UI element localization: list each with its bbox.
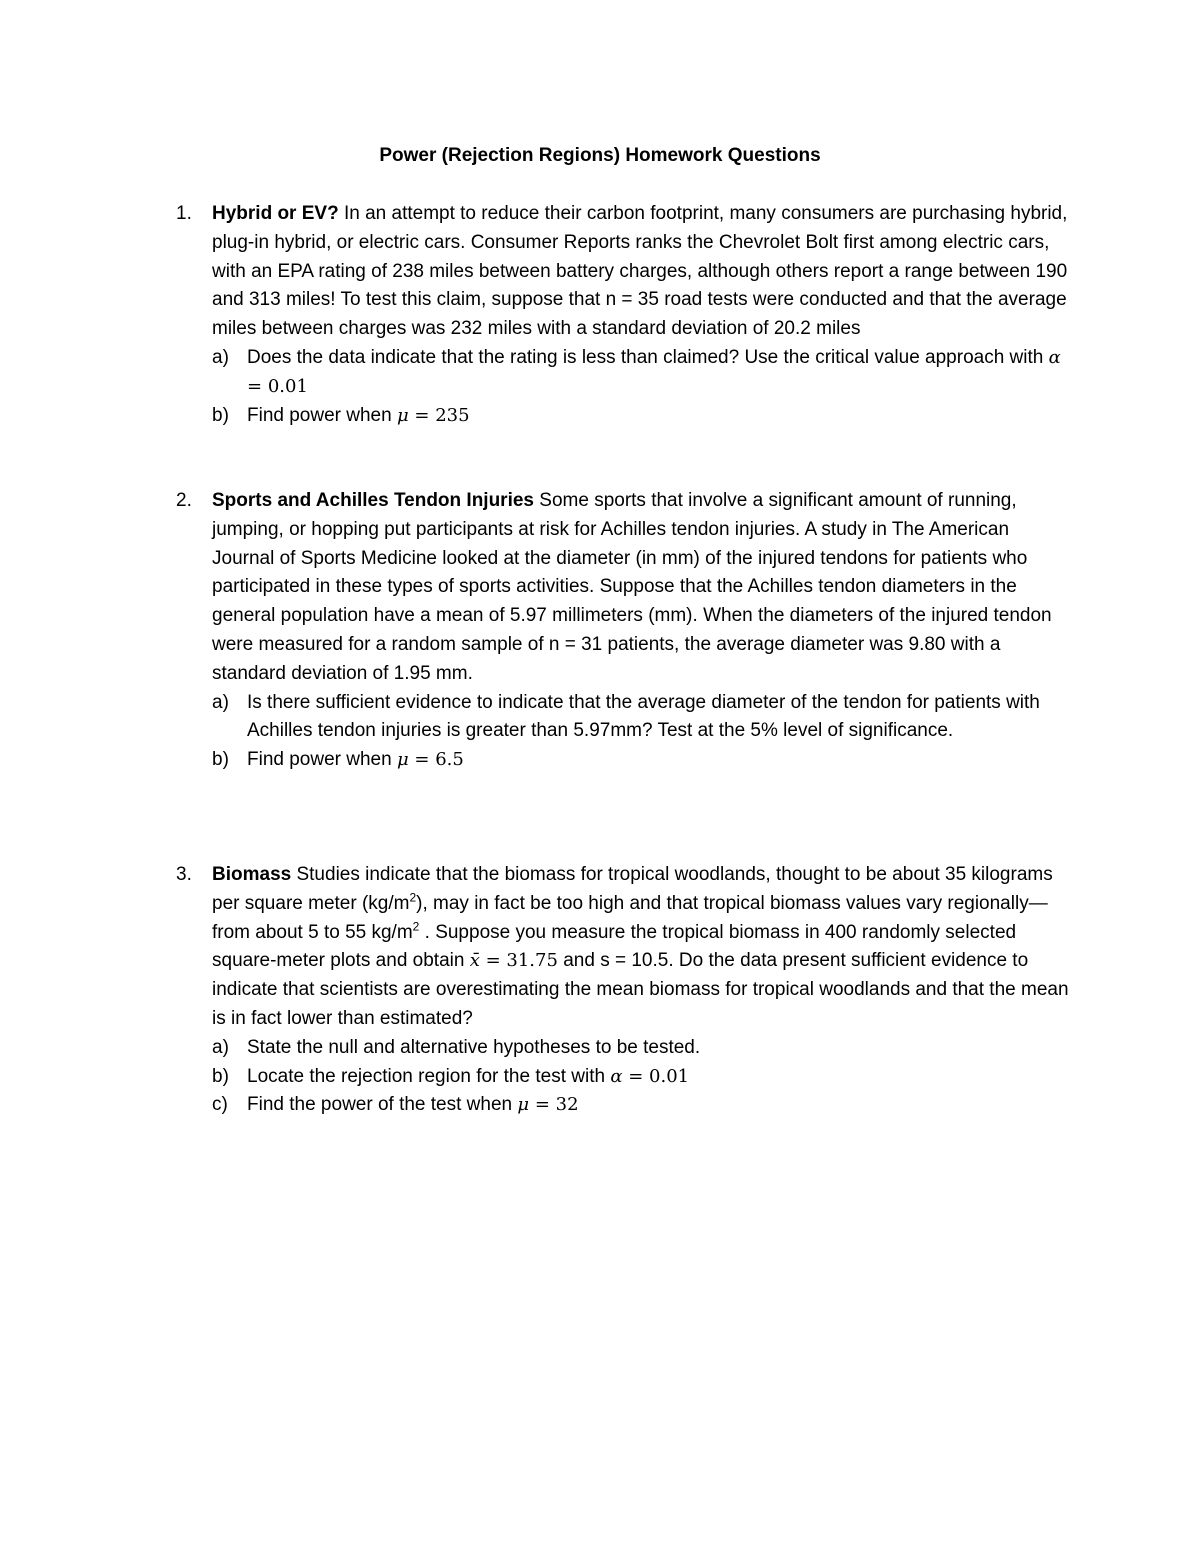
math-expression: μ = 32 bbox=[517, 1094, 579, 1116]
sub-question-text: Find power when bbox=[247, 749, 392, 771]
question-1 bbox=[176, 200, 1076, 430]
question-text: Studies indicate that the biomass for tropical woodlands, thought to be about 35 kilograms per square meter (kg/m bbox=[212, 864, 1053, 914]
math-expression: α = 0.01 bbox=[610, 1065, 690, 1087]
sub-question-label: b) bbox=[212, 404, 229, 426]
sub-question-label: b) bbox=[212, 749, 229, 771]
sub-question bbox=[212, 1063, 1076, 1092]
sub-question-label: a) bbox=[212, 1036, 229, 1058]
question-body bbox=[212, 487, 1076, 689]
question-3 bbox=[176, 861, 1076, 1120]
question-number: 2. bbox=[176, 490, 192, 511]
sub-question-label: b) bbox=[212, 1065, 229, 1087]
question-heading: Biomass bbox=[212, 864, 292, 885]
question-body bbox=[212, 861, 1076, 1034]
question-text: . Suppose you measure the tropical biomass in 400 randomly selected square-meter plots and obtain bbox=[212, 921, 1017, 972]
sub-question-list bbox=[176, 344, 1076, 430]
question-2 bbox=[176, 487, 1076, 775]
sub-question-text: Does the data indicate that the rating is less than claimed? Use the critical value approach with bbox=[247, 346, 1044, 368]
question-number: 1. bbox=[176, 203, 192, 224]
sub-question-text: State the null and alternative hypotheses to be tested. bbox=[247, 1036, 701, 1058]
sub-question-text: Is there sufficient evidence to indicate that the average diameter of the tendon for patients with Achilles tendon injuries is greater than 5.97mm? Test at the 5% level of significance. bbox=[247, 691, 1040, 742]
page-title: Power (Rejection Regions) Homework Questions bbox=[379, 145, 821, 166]
question-number: 3. bbox=[176, 864, 192, 885]
question-text: In an attempt to reduce their carbon footprint, many consumers are purchasing hybrid, plug-in hybrid, or electric cars. Consumer Reports ranks the Chevrolet Bolt first among electric cars, with an EPA rating of 238 miles between battery charges, although others report a range between 190 and 313 miles! To test this claim, suppose that n = 35 road tests were conducted and that the average miles between charges was 232 miles with a standard deviation of 20.2 miles bbox=[212, 203, 1068, 340]
superscript: 2 bbox=[409, 890, 417, 905]
math-expression: μ = 235 bbox=[396, 404, 470, 426]
math-expression: x̄ = 31.75 bbox=[469, 950, 558, 972]
math-expression: α = 0.01 bbox=[247, 346, 1061, 397]
math-expression: μ = 6.5 bbox=[396, 749, 464, 771]
sub-question-text: Find power when bbox=[247, 404, 392, 426]
question-body bbox=[212, 200, 1076, 344]
sub-question-list bbox=[176, 1034, 1076, 1120]
sub-question-label: a) bbox=[212, 346, 229, 368]
sub-question-text: Find the power of the test when bbox=[247, 1094, 513, 1116]
sub-question bbox=[212, 344, 1076, 402]
sub-question bbox=[212, 689, 1076, 747]
sub-question bbox=[212, 1091, 1076, 1120]
superscript: 2 bbox=[412, 919, 420, 934]
sub-question-label: c) bbox=[212, 1094, 228, 1116]
question-heading: Hybrid or EV? bbox=[212, 203, 339, 224]
sub-question-list bbox=[176, 689, 1076, 775]
question-heading: Sports and Achilles Tendon Injuries bbox=[212, 490, 534, 511]
question-text: and s = 10.5. Do the data present sufficient evidence to indicate that scientists are overestimating the mean biomass for tropical woodlands and that the mean is in fact lower than estimated? bbox=[212, 950, 1069, 1029]
sub-question bbox=[212, 1034, 1076, 1063]
question-text: Some sports that involve a significant amount of running, jumping, or hopping put participants at risk for Achilles tendon injuries. A study in The American Journal of Sports Medicine looked at the diameter (in mm) of the injured tendons for patients who participated in these types of sports activities. Suppose that the Achilles tendon diameters in the general population have a mean of 5.97 millimeters (mm). When the diameters of the injured tendon were measured for a random sample of n = 31 patients, the average diameter was 9.80 with a standard deviation of 1.95 mm. bbox=[212, 490, 1052, 684]
sub-question bbox=[212, 746, 1076, 775]
sub-question-text: Locate the rejection region for the test with bbox=[247, 1065, 606, 1087]
question-text: ), may in fact be too high and that tropical biomass values vary regionally—from about 5 to 55 kg/m bbox=[212, 892, 1048, 943]
sub-question-label: a) bbox=[212, 691, 229, 713]
sub-question bbox=[212, 402, 1076, 431]
